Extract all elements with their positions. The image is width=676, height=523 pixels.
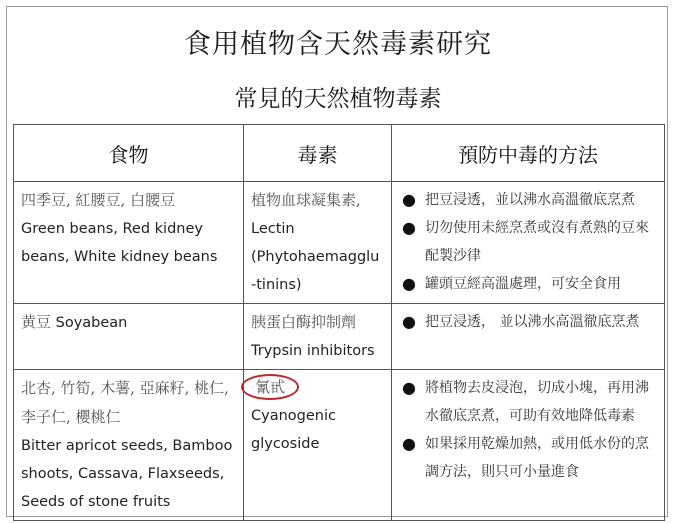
toxin-cell bbox=[244, 370, 392, 521]
prevention-list bbox=[399, 186, 658, 298]
toxin-name-en: Cyanogenic bbox=[251, 408, 336, 424]
prevention-item: ● 把豆浸透，並以沸水高溫徹底烹煮 bbox=[399, 186, 658, 214]
page-title: 食用植物含天然毒素研究 bbox=[184, 29, 492, 60]
bullet-icon: ● bbox=[402, 274, 416, 293]
table-row bbox=[14, 304, 665, 370]
prevention-item: ● 切勿使用未經烹煮或沒有煮熟的豆來配製沙律 bbox=[399, 214, 658, 270]
food-name-zh: 黄豆 bbox=[21, 313, 52, 331]
food-cell bbox=[14, 370, 244, 521]
table-header-row bbox=[14, 125, 665, 182]
food-name-zh: 北杏, 竹筍, 木薯, 亞麻籽, 桃仁, 李子仁, 櫻桃仁 bbox=[21, 379, 229, 426]
toxin-table bbox=[13, 124, 665, 521]
toxin-name-en: -tinins) bbox=[251, 277, 302, 293]
prevention-item: ● 罐頭豆經高溫處理，可安全食用 bbox=[399, 270, 658, 298]
prevention-cell bbox=[392, 370, 665, 521]
toxin-name-zh: 胰蛋白酶抑制劑 bbox=[251, 313, 357, 331]
toxin-name-en: (Phytohaemagglu bbox=[251, 249, 380, 265]
toxin-cell bbox=[244, 182, 392, 304]
header-toxin: 毒素 bbox=[244, 125, 392, 182]
food-cell bbox=[14, 304, 244, 370]
prevention-item: ● 將植物去皮浸泡，切成小塊，再用沸水徹底烹煮，可助有效地降低毒素 bbox=[399, 374, 658, 430]
prevention-list bbox=[399, 374, 658, 486]
food-name-en: Green beans, Red kidney beans, White kidney beans bbox=[21, 221, 218, 265]
bullet-icon: ● bbox=[402, 434, 416, 453]
toxin-name-zh: 植物血球凝集素, bbox=[251, 191, 361, 209]
page-subtitle: 常見的天然植物毒素 bbox=[234, 86, 442, 112]
toxin-cell bbox=[244, 304, 392, 370]
food-cell bbox=[14, 182, 244, 304]
toxin-name-en: Lectin bbox=[251, 221, 295, 237]
bullet-icon: ● bbox=[402, 190, 416, 209]
food-name-zh: 四季豆, 紅腰豆, 白腰豆 bbox=[21, 191, 176, 209]
table-row bbox=[14, 182, 665, 304]
header-prevention: 預防中毒的方法 bbox=[392, 125, 665, 182]
bullet-icon: ● bbox=[402, 218, 416, 237]
toxin-name-en: Trypsin inhibitors bbox=[251, 343, 375, 359]
table-row bbox=[14, 370, 665, 521]
prevention-list bbox=[399, 308, 658, 336]
food-name-en: Soyabean bbox=[55, 315, 128, 331]
food-name-en: Bitter apricot seeds, Bamboo shoots, Cassava, Flaxseeds, Seeds of stone fruits bbox=[21, 438, 233, 510]
prevention-item: ● 把豆浸透， 並以沸水高溫徹底烹煮 bbox=[399, 308, 658, 336]
prevention-item: ● 如果採用乾燥加熱，或用低水份的烹調方法，則只可小量進食 bbox=[399, 430, 658, 486]
highlighted-toxin-zh: 氰甙 bbox=[241, 374, 299, 400]
prevention-cell bbox=[392, 304, 665, 370]
toxin-name-en: glycoside bbox=[251, 436, 320, 452]
bullet-icon: ● bbox=[402, 312, 416, 331]
prevention-cell bbox=[392, 182, 665, 304]
bullet-icon: ● bbox=[402, 378, 416, 397]
header-food: 食物 bbox=[14, 125, 244, 182]
